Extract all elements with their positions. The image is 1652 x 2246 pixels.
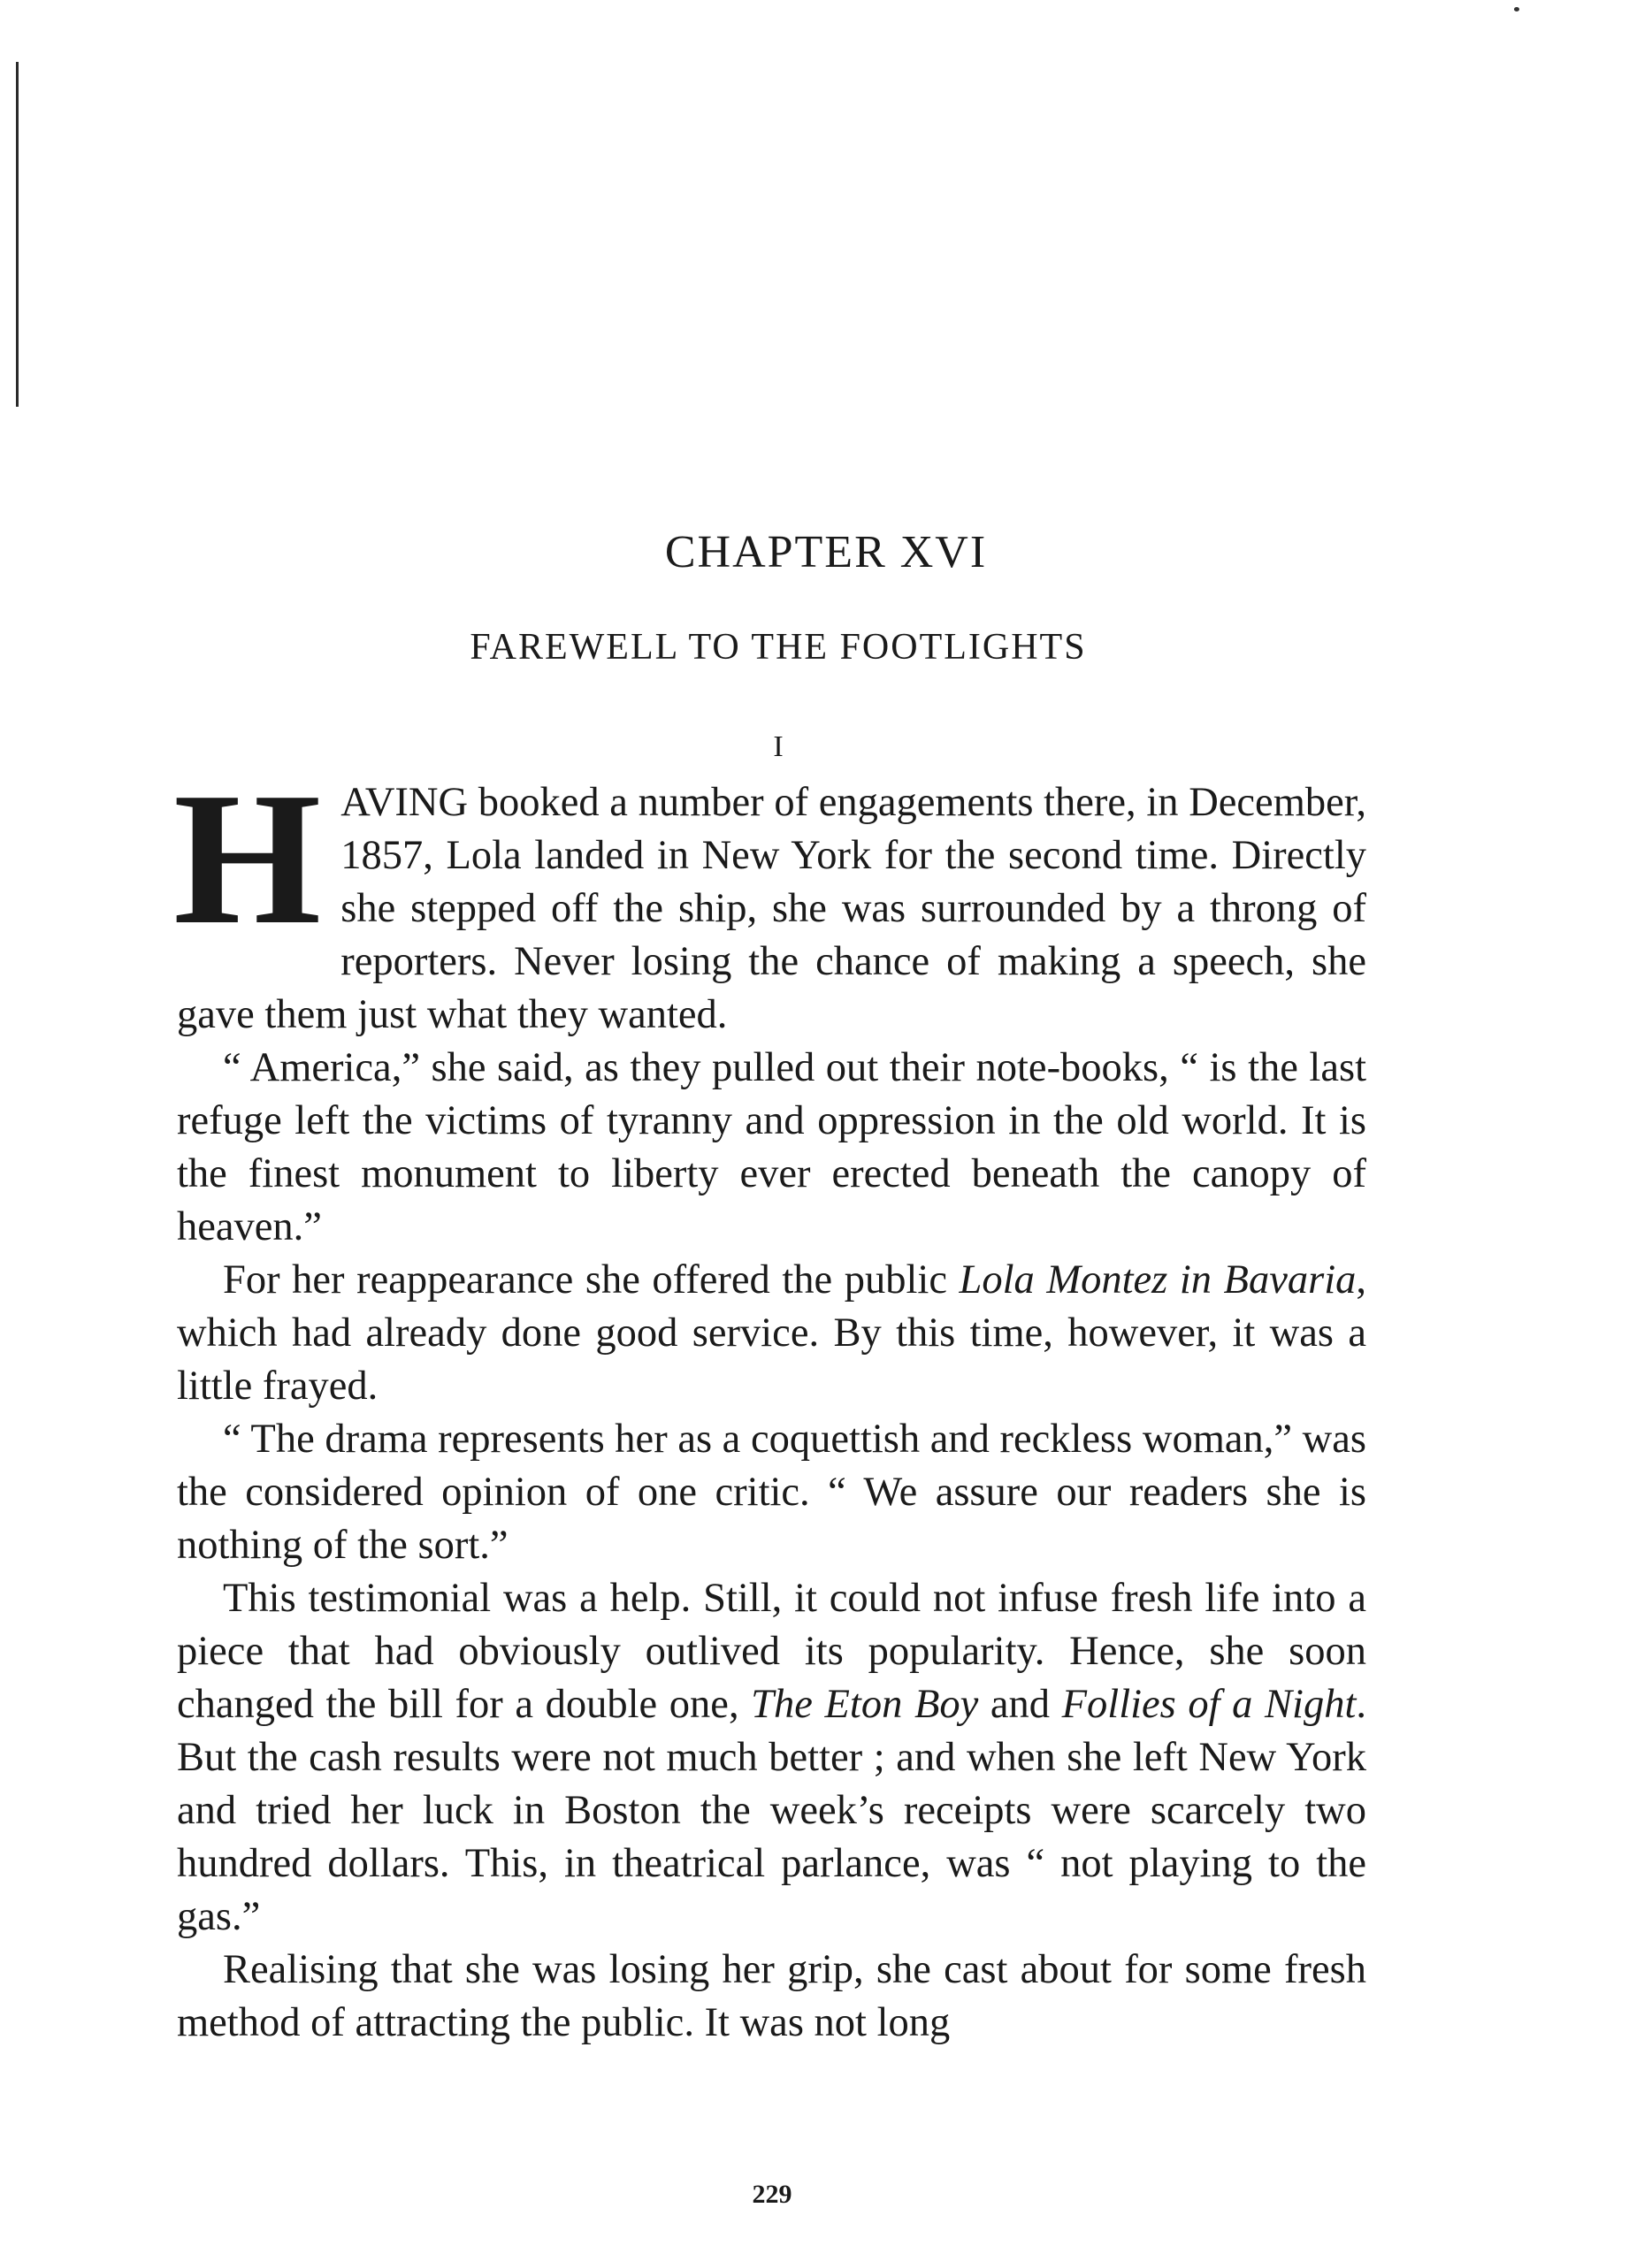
paragraph-text: booked a number of engagements there, in December, 1857, Lola landed in New York for the second time. Directly she stepped off the ship, she was surrounded by a throng of reporters. Never losing the chance of making a speech, she gave them just what they wanted. — [177, 780, 1366, 1037]
paragraph — [173, 752, 1366, 1042]
paragraph-text: This testimonial was a help. Still, it could not infuse fresh life into a piece that had obviously outlived its popularity. Hence, she soon changed the bill for a double one, — [177, 1576, 1366, 1727]
italic-title: The Eton Boy — [751, 1682, 979, 1727]
page-number: 229 — [752, 2180, 792, 2209]
paragraph: “ The drama represents her as a coquettish and reckless woman,” was the considered opinion of one critic. “ We assure our readers she is nothing of the sort.” — [177, 1417, 1366, 1568]
scan-speck — [1514, 7, 1519, 11]
paragraph — [177, 1572, 1366, 1944]
scan-margin-line — [16, 62, 19, 407]
paragraph-text: . But the cash results were not much better ; and when she left New York and tried her luck in Boston the week’s receipts were scarcely two hundred dollars. This, in theatrical parlance, was “ not playing to the gas.” — [177, 1682, 1366, 1939]
italic-title: Lola Montez in Bavaria — [959, 1257, 1357, 1303]
italic-title: Follies of a Night — [1061, 1682, 1357, 1727]
drop-cap: H — [173, 752, 322, 964]
section-number: I — [773, 730, 784, 763]
paragraph-text: , which had already done good service. By this time, however, it was a little frayed. — [177, 1257, 1366, 1409]
paragraph: “ America,” she said, as they pulled out their note-books, “ is the last refuge left the victims of tyranny and oppression in the old world. It is the finest monument to liberty ever erected beneath the canopy of heaven.” — [177, 1045, 1366, 1249]
body-text — [173, 752, 1366, 2050]
paragraph — [177, 1254, 1366, 1413]
chapter-title: CHAPTER XVI — [664, 527, 988, 577]
chapter-subtitle: FAREWELL TO THE FOOTLIGHTS — [470, 627, 1087, 668]
paragraph-text: and — [978, 1682, 1062, 1727]
paragraph-text: For her reappearance she offered the public — [223, 1257, 960, 1303]
lead-word: AVING — [340, 780, 469, 825]
paragraph: Realising that she was losing her grip, she cast about for some fresh method of attracting the public. It was not long — [177, 1947, 1366, 2045]
